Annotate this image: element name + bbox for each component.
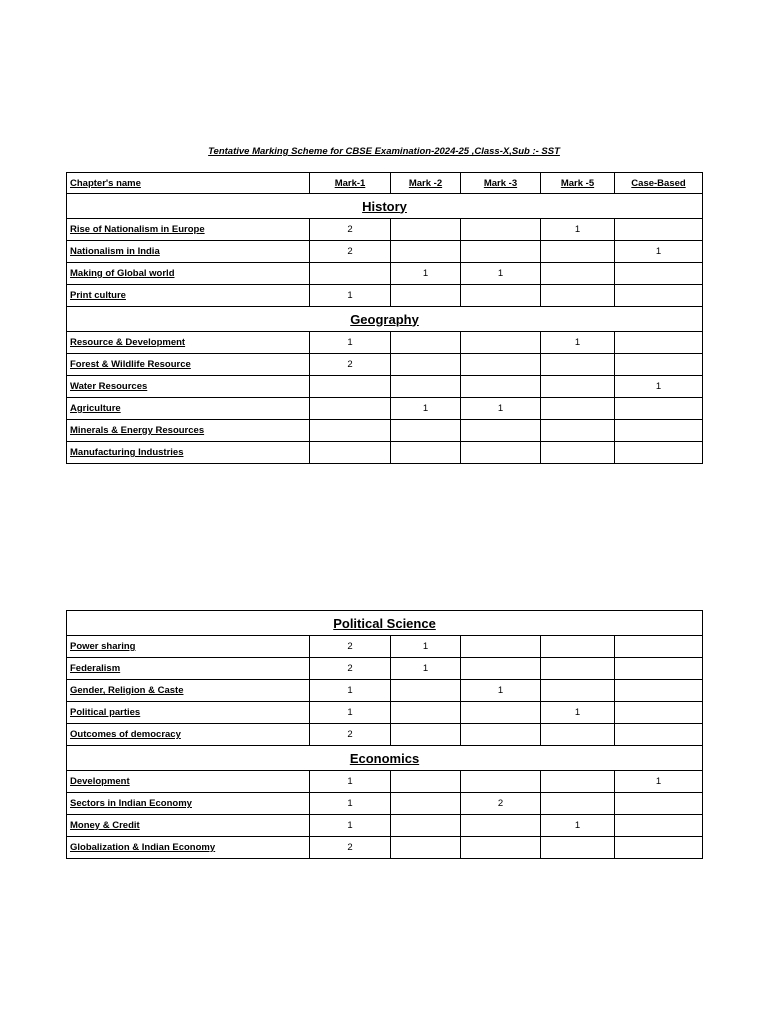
mark-3-cell	[461, 420, 541, 442]
mark-1-cell: 1	[310, 285, 391, 307]
mark-1-cell: 2	[310, 837, 391, 859]
chapter-name-cell: Globalization & Indian Economy	[67, 837, 310, 859]
mark-2-cell	[391, 837, 461, 859]
case-based-cell	[615, 815, 703, 837]
case-based-cell	[615, 680, 703, 702]
case-based-cell	[615, 793, 703, 815]
mark-3-cell	[461, 376, 541, 398]
mark-5-cell	[541, 658, 615, 680]
mark-1-cell	[310, 376, 391, 398]
chapter-name-cell: Political parties	[67, 702, 310, 724]
mark-2-cell	[391, 680, 461, 702]
table-row	[67, 219, 703, 241]
table-row	[67, 263, 703, 285]
mark-5-cell	[541, 771, 615, 793]
document-title: Tentative Marking Scheme for CBSE Examination-2024-25 ,Class-X,Sub :- SST	[208, 146, 560, 157]
case-based-cell	[615, 724, 703, 746]
mark-2-cell	[391, 332, 461, 354]
mark-1-cell	[310, 442, 391, 464]
mark-5-cell: 1	[541, 815, 615, 837]
chapter-name-cell: Minerals & Energy Resources	[67, 420, 310, 442]
case-based-cell: 1	[615, 376, 703, 398]
mark-1-cell	[310, 263, 391, 285]
case-based-cell	[615, 837, 703, 859]
mark-1-cell: 1	[310, 332, 391, 354]
case-based-cell	[615, 658, 703, 680]
mark-5-cell	[541, 793, 615, 815]
mark-2-cell	[391, 793, 461, 815]
header-case-based: Case-Based	[615, 173, 703, 194]
table-row	[67, 354, 703, 376]
table-row	[67, 332, 703, 354]
table-row	[67, 724, 703, 746]
section-title-geography: Geography	[67, 307, 703, 332]
chapter-name-cell: Rise of Nationalism in Europe	[67, 219, 310, 241]
case-based-cell	[615, 219, 703, 241]
mark-2-cell	[391, 815, 461, 837]
chapter-name-cell: Making of Global world	[67, 263, 310, 285]
chapter-name-cell: Outcomes of democracy	[67, 724, 310, 746]
chapter-name-cell: Development	[67, 771, 310, 793]
mark-3-cell	[461, 724, 541, 746]
mark-5-cell	[541, 724, 615, 746]
mark-1-cell: 1	[310, 771, 391, 793]
mark-2-cell	[391, 241, 461, 263]
mark-1-cell: 2	[310, 241, 391, 263]
mark-5-cell	[541, 636, 615, 658]
header-mark-2: Mark -2	[391, 173, 461, 194]
chapter-name-cell: Manufacturing Industries	[67, 442, 310, 464]
chapter-name-cell: Forest & Wildlife Resource	[67, 354, 310, 376]
mark-3-cell: 1	[461, 398, 541, 420]
table-row	[67, 815, 703, 837]
mark-2-cell	[391, 724, 461, 746]
mark-5-cell	[541, 398, 615, 420]
case-based-cell: 1	[615, 771, 703, 793]
mark-5-cell	[541, 442, 615, 464]
case-based-cell	[615, 420, 703, 442]
mark-5-cell	[541, 680, 615, 702]
mark-3-cell: 1	[461, 680, 541, 702]
mark-3-cell	[461, 771, 541, 793]
header-chapter-name: Chapter's name	[67, 173, 310, 194]
mark-2-cell	[391, 285, 461, 307]
table-row	[67, 837, 703, 859]
mark-5-cell	[541, 263, 615, 285]
mark-3-cell	[461, 636, 541, 658]
mark-3-cell	[461, 702, 541, 724]
section-row-economics	[67, 746, 703, 771]
case-based-cell	[615, 263, 703, 285]
table-row	[67, 771, 703, 793]
mark-1-cell	[310, 420, 391, 442]
geography-rows	[67, 332, 703, 464]
mark-2-cell	[391, 219, 461, 241]
mark-3-cell	[461, 658, 541, 680]
case-based-cell	[615, 702, 703, 724]
chapter-name-cell: Nationalism in India	[67, 241, 310, 263]
case-based-cell	[615, 332, 703, 354]
chapter-name-cell: Agriculture	[67, 398, 310, 420]
mark-5-cell	[541, 241, 615, 263]
table-row	[67, 442, 703, 464]
mark-5-cell: 1	[541, 332, 615, 354]
mark-1-cell: 1	[310, 680, 391, 702]
mark-3-cell	[461, 354, 541, 376]
table-row	[67, 398, 703, 420]
mark-1-cell: 2	[310, 636, 391, 658]
chapter-name-cell: Money & Credit	[67, 815, 310, 837]
mark-3-cell	[461, 837, 541, 859]
case-based-cell	[615, 285, 703, 307]
mark-1-cell: 2	[310, 354, 391, 376]
mark-2-cell: 1	[391, 636, 461, 658]
marking-scheme-table-part-1	[66, 172, 703, 464]
section-row-political-science	[67, 611, 703, 636]
table-row	[67, 793, 703, 815]
mark-2-cell	[391, 420, 461, 442]
mark-2-cell	[391, 354, 461, 376]
political-science-rows	[67, 636, 703, 746]
header-mark-5: Mark -5	[541, 173, 615, 194]
chapter-name-cell: Gender, Religion & Caste	[67, 680, 310, 702]
chapter-name-cell: Resource & Development	[67, 332, 310, 354]
history-rows	[67, 219, 703, 307]
table-row	[67, 658, 703, 680]
section-title-political-science: Political Science	[67, 611, 703, 636]
table-row	[67, 420, 703, 442]
table-row	[67, 285, 703, 307]
chapter-name-cell: Print culture	[67, 285, 310, 307]
mark-5-cell: 1	[541, 219, 615, 241]
table-row	[67, 680, 703, 702]
table-header-row	[67, 173, 703, 194]
economics-rows	[67, 771, 703, 859]
section-title-history: History	[67, 194, 703, 219]
table-row	[67, 636, 703, 658]
mark-2-cell: 1	[391, 658, 461, 680]
mark-1-cell: 1	[310, 815, 391, 837]
mark-5-cell	[541, 420, 615, 442]
mark-3-cell	[461, 442, 541, 464]
section-row-history	[67, 194, 703, 219]
mark-3-cell	[461, 241, 541, 263]
mark-2-cell: 1	[391, 263, 461, 285]
section-row-geography	[67, 307, 703, 332]
mark-2-cell: 1	[391, 398, 461, 420]
mark-5-cell	[541, 354, 615, 376]
mark-2-cell	[391, 702, 461, 724]
header-mark-1: Mark-1	[310, 173, 391, 194]
case-based-cell: 1	[615, 241, 703, 263]
mark-1-cell: 1	[310, 793, 391, 815]
mark-3-cell	[461, 219, 541, 241]
mark-5-cell	[541, 285, 615, 307]
mark-2-cell	[391, 771, 461, 793]
table-row	[67, 376, 703, 398]
section-title-economics: Economics	[67, 746, 703, 771]
mark-3-cell	[461, 285, 541, 307]
mark-3-cell: 2	[461, 793, 541, 815]
mark-3-cell: 1	[461, 263, 541, 285]
mark-5-cell	[541, 837, 615, 859]
table-row	[67, 702, 703, 724]
case-based-cell	[615, 636, 703, 658]
marking-scheme-table-part-2	[66, 610, 703, 859]
chapter-name-cell: Federalism	[67, 658, 310, 680]
mark-5-cell: 1	[541, 702, 615, 724]
mark-1-cell	[310, 398, 391, 420]
table-row	[67, 241, 703, 263]
header-mark-3: Mark -3	[461, 173, 541, 194]
mark-1-cell: 2	[310, 219, 391, 241]
mark-1-cell: 2	[310, 658, 391, 680]
case-based-cell	[615, 354, 703, 376]
mark-2-cell	[391, 376, 461, 398]
mark-2-cell	[391, 442, 461, 464]
chapter-name-cell: Water Resources	[67, 376, 310, 398]
mark-5-cell	[541, 376, 615, 398]
case-based-cell	[615, 398, 703, 420]
mark-1-cell: 2	[310, 724, 391, 746]
chapter-name-cell: Power sharing	[67, 636, 310, 658]
chapter-name-cell: Sectors in Indian Economy	[67, 793, 310, 815]
mark-3-cell	[461, 332, 541, 354]
case-based-cell	[615, 442, 703, 464]
mark-3-cell	[461, 815, 541, 837]
mark-1-cell: 1	[310, 702, 391, 724]
